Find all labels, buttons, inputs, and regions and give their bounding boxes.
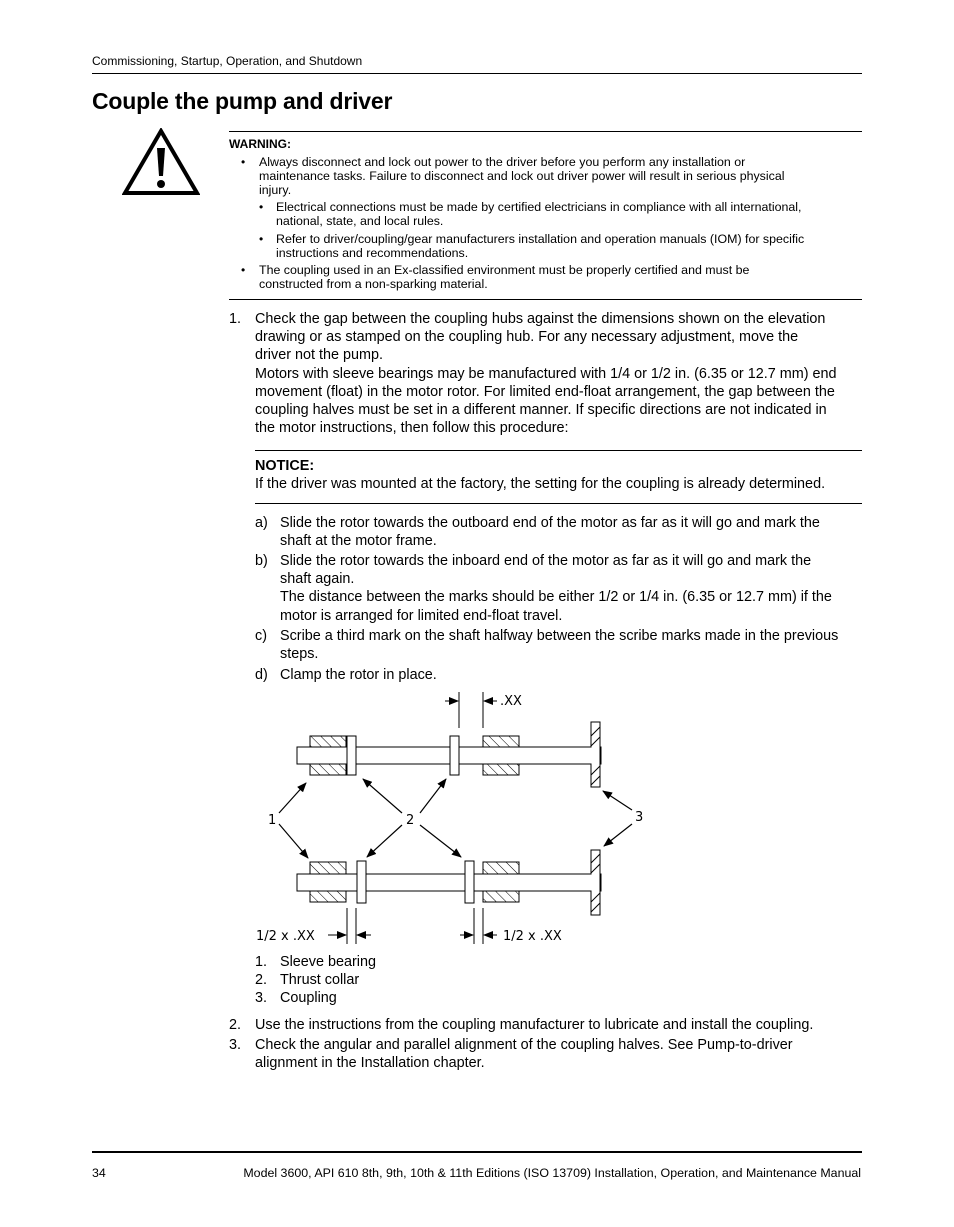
warning-bottom-rule bbox=[229, 299, 862, 300]
step-1-number: 1. bbox=[229, 311, 242, 327]
top-left-collar bbox=[347, 736, 356, 775]
notice-bottom-rule bbox=[255, 503, 862, 504]
substep-c-line: steps. bbox=[280, 646, 319, 663]
manual-title: Model 3600, API 610 8th, 9th, 10th & 11th Editions (ISO 13709) Installation, Operation, and Maintenance Manual bbox=[243, 1166, 861, 1180]
top-right-collar bbox=[450, 736, 459, 775]
running-header: Commissioning, Startup, Operation, and Shutdown bbox=[92, 54, 363, 68]
top-gap-label: .XX bbox=[500, 694, 522, 709]
header-rule bbox=[92, 73, 862, 74]
bottom-shaft bbox=[297, 874, 601, 891]
substep-a-letter: a) bbox=[255, 515, 268, 531]
warning-item-3-line: instructions and recommendations. bbox=[276, 246, 469, 260]
legend-number: 2. bbox=[255, 972, 268, 988]
substep-b-line: motor is arranged for limited end-float travel. bbox=[280, 607, 563, 624]
page-title: Couple the pump and driver bbox=[92, 88, 393, 114]
warning-item-2-line: national, state, and local rules. bbox=[276, 214, 444, 228]
callout-1: 1 bbox=[268, 813, 277, 828]
bullet: • bbox=[259, 200, 264, 214]
warning-item-1-line: injury. bbox=[259, 183, 292, 197]
warning-item-3-line: Refer to driver/coupling/gear manufacturers installation and operation manuals (IOM) for specific bbox=[276, 232, 805, 246]
coupling-gap-diagram bbox=[250, 688, 650, 948]
step-1-line: Check the gap between the coupling hubs against the dimensions shown on the elevation bbox=[255, 311, 826, 327]
bullet: • bbox=[241, 263, 246, 277]
warning-item-1-line: maintenance tasks. Failure to disconnect and lock out driver power will result in serious physical bbox=[259, 169, 785, 183]
bottom-assembly bbox=[297, 850, 601, 915]
step-3-text bbox=[255, 1036, 793, 1072]
warning-item-3 bbox=[276, 232, 804, 260]
warning-item-4-line: constructed from a non-sparking material. bbox=[259, 277, 488, 291]
footer-rule bbox=[92, 1151, 862, 1153]
bottom-gap-dimensions bbox=[328, 908, 497, 944]
left-half-gap-label: 1/2 x .XX bbox=[256, 929, 315, 944]
right-half-gap-label: 1/2 x .XX bbox=[503, 929, 562, 944]
warning-label: WARNING: bbox=[229, 137, 291, 151]
substep-a-line: Slide the rotor towards the outboard end of the motor as far as it will go and mark the bbox=[280, 515, 820, 531]
step-1-text bbox=[255, 310, 837, 437]
callout-3: 3 bbox=[635, 810, 644, 825]
bottom-left-bearing-lower bbox=[310, 891, 346, 902]
legend-number: 1. bbox=[255, 954, 268, 970]
warning-item-4-line: The coupling used in an Ex-classified environment must be properly certified and must be bbox=[259, 263, 750, 277]
top-left-bearing-upper bbox=[310, 736, 346, 747]
substep-c-text bbox=[280, 627, 838, 663]
bottom-right-bearing-lower bbox=[483, 891, 519, 902]
bottom-right-bearing-upper bbox=[483, 862, 519, 874]
bottom-left-bearing-upper bbox=[310, 862, 346, 874]
notice-label: NOTICE: bbox=[255, 458, 315, 474]
top-assembly bbox=[297, 722, 601, 787]
substep-a-text bbox=[280, 514, 820, 550]
top-gap-dimension bbox=[445, 692, 497, 728]
step-3-number: 3. bbox=[229, 1037, 242, 1053]
substep-b-line: Slide the rotor towards the inboard end of the motor as far as it will go and mark the bbox=[280, 553, 812, 569]
step-2-text: Use the instructions from the coupling manufacturer to lubricate and install the coupling. bbox=[255, 1017, 814, 1033]
legend-item: Thrust collar bbox=[280, 972, 360, 988]
top-coupling bbox=[586, 722, 600, 787]
warning-item-1-line: Always disconnect and lock out power to the driver before you perform any installation or bbox=[259, 155, 746, 169]
bullet: • bbox=[259, 232, 264, 246]
warning-top-rule bbox=[229, 131, 862, 132]
top-right-bearing-lower bbox=[483, 764, 519, 775]
legend-item: Coupling bbox=[280, 990, 337, 1006]
top-left-bearing-lower bbox=[310, 764, 346, 775]
page-number: 34 bbox=[92, 1166, 106, 1180]
warning-item-2-line: Electrical connections must be made by certified electricians in compliance with all international, bbox=[276, 200, 802, 214]
step-3-line: Check the angular and parallel alignment of the coupling halves. See Pump-to-driver bbox=[255, 1037, 793, 1053]
bottom-right-collar bbox=[465, 861, 474, 903]
substep-b-line: shaft again. bbox=[280, 571, 355, 588]
callout-2: 2 bbox=[406, 813, 415, 828]
step-3-line: alignment in the Installation chapter. bbox=[255, 1055, 485, 1072]
notice-top-rule bbox=[255, 450, 862, 451]
step-2-number: 2. bbox=[229, 1017, 242, 1033]
warning-triangle-icon bbox=[122, 128, 200, 196]
substep-b-text bbox=[280, 552, 832, 625]
step-1-line: driver not the pump. bbox=[255, 347, 383, 364]
substep-c-letter: c) bbox=[255, 628, 267, 644]
substep-d-text: Clamp the rotor in place. bbox=[280, 667, 437, 683]
step-1-line: coupling halves must be set in a different manner. If specific directions are not indicated in bbox=[255, 402, 827, 419]
notice-text: If the driver was mounted at the factory, the setting for the coupling is already determined. bbox=[255, 476, 826, 492]
legend-number: 3. bbox=[255, 990, 268, 1006]
substep-d-letter: d) bbox=[255, 667, 268, 683]
warning-item-1 bbox=[259, 155, 784, 197]
step-1-line: Motors with sleeve bearings may be manufactured with 1/4 or 1/2 in. (6.35 or 12.7 mm) end bbox=[255, 365, 837, 382]
substep-b-letter: b) bbox=[255, 553, 268, 569]
bottom-left-collar bbox=[357, 861, 366, 903]
legend-item: Sleeve bearing bbox=[280, 954, 377, 970]
top-shaft bbox=[297, 747, 601, 764]
step-1-line: the motor instructions, then follow this procedure: bbox=[255, 420, 569, 437]
substep-b-line: The distance between the marks should be either 1/2 or 1/4 in. (6.35 or 12.7 mm) if the bbox=[280, 589, 832, 606]
warning-item-2 bbox=[276, 200, 801, 228]
substep-a-line: shaft at the motor frame. bbox=[280, 533, 437, 550]
callout-arrows bbox=[279, 779, 632, 858]
warning-item-4 bbox=[259, 263, 749, 291]
step-1-line: movement (float) in the motor rotor. For limited end-float arrangement, the gap between the bbox=[255, 383, 835, 400]
top-right-bearing-upper bbox=[483, 736, 519, 747]
step-1-line: drawing or as stamped on the coupling hub. For any necessary adjustment, move the bbox=[255, 329, 799, 346]
substep-c-line: Scribe a third mark on the shaft halfway between the scribe marks made in the previous bbox=[280, 628, 839, 644]
bullet: • bbox=[241, 155, 246, 169]
